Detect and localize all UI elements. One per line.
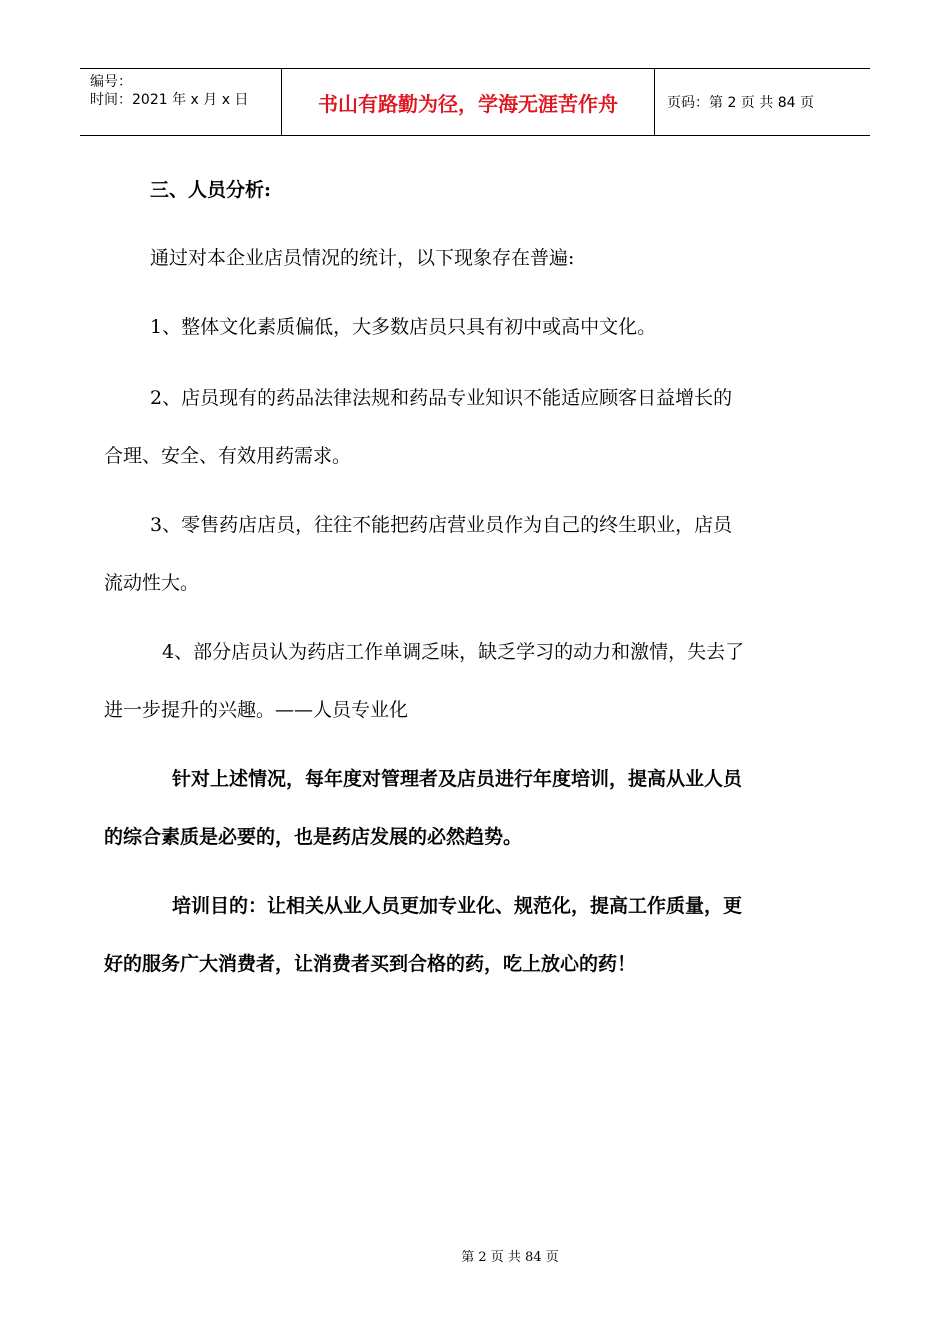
conclusion-line-1: 针对上述情况，每年度对管理者及店员进行年度培训，提高从业人员 xyxy=(172,768,743,790)
goal-line-1: 培训目的：让相关从业人员更加专业化、规范化，提高工作质量，更 xyxy=(172,895,743,917)
item-3-line-1: 3、零售药店店员，往往不能把药店营业员作为自己的终生职业，店员 xyxy=(150,514,733,536)
item-4-line-1: 4、部分店员认为药店工作单调乏味，缺乏学习的动力和激情，失去了 xyxy=(162,641,745,663)
item-2-line-1: 2、店员现有的药品法律法规和药品专业知识不能适应顾客日益增长的 xyxy=(150,387,733,409)
header-page-info: 页码：第 2 页 共 84 页 xyxy=(667,95,814,111)
intro-paragraph: 通过对本企业店员情况的统计，以下现象存在普遍: xyxy=(150,247,575,269)
section-title: 三、人员分析: xyxy=(150,179,272,201)
conclusion-line-2: 的综合素质是必要的，也是药店发展的必然趋势。 xyxy=(104,826,523,848)
document-number-label: 编号： xyxy=(90,74,132,90)
document-date: 时间：2021 年 x 月 x 日 xyxy=(90,92,249,108)
goal-line-2: 好的服务广大消费者，让消费者买到合格的药，吃上放心的药！ xyxy=(104,953,637,975)
item-4-line-2: 进一步提升的兴趣。——人员专业化 xyxy=(104,699,409,721)
header-motto: 书山有路勤为径，学海无涯苦作舟 xyxy=(281,69,655,135)
item-2-line-2: 合理、安全、有效用药需求。 xyxy=(104,445,352,467)
page-footer: 第 2 页 共 84 页 xyxy=(461,1250,559,1265)
header-meta xyxy=(80,69,281,135)
item-1: 1、整体文化素质偏低，大多数店员只具有初中或高中文化。 xyxy=(150,316,657,338)
item-3-line-2: 流动性大。 xyxy=(104,572,200,594)
page-header xyxy=(80,68,870,136)
